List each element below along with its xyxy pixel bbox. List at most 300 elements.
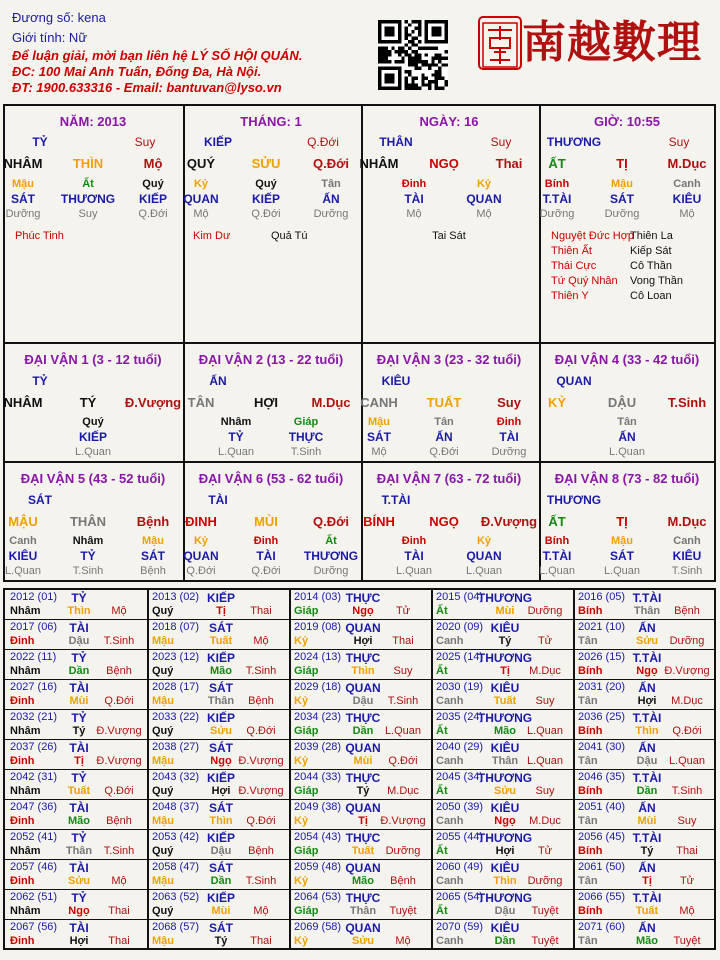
pillar-hidden-stage: Dưỡng [5, 208, 41, 220]
year-god: TÀI [69, 801, 89, 815]
year-stage: Mộ [253, 635, 269, 647]
pillar-stem-branch: Mộ [143, 156, 163, 171]
year-label: 2056 (45) [578, 831, 626, 843]
year-label: 2034 (23) [294, 711, 342, 723]
dai-van-title: ĐẠI VẬN 7 (63 - 72 tuổi) [376, 471, 522, 486]
year-cell [433, 620, 575, 650]
pillar-hidden-stem: Quý [255, 178, 277, 190]
year-branch: Sửu [67, 875, 91, 887]
year-label: 2022 (11) [10, 651, 57, 663]
year-stage: Bệnh [248, 695, 274, 707]
year-cell [433, 740, 575, 770]
year-god: SÁT [209, 621, 233, 635]
year-branch: Hợi [637, 695, 657, 707]
year-label: 2064 (53) [294, 891, 342, 903]
year-label: 2026 (15) [578, 651, 626, 663]
year-god: THỰC [345, 651, 381, 665]
year-branch: Hợi [353, 635, 373, 647]
pillar-hidden-stem: Ất [82, 178, 94, 190]
year-label: 2044 (33) [294, 771, 342, 783]
dai-van-stem-branch: CANH [360, 395, 398, 410]
year-label: 2052 (41) [10, 831, 58, 843]
year-stage: Bệnh [106, 815, 132, 827]
year-cell [433, 590, 575, 620]
header [0, 0, 720, 100]
year-cell [291, 740, 433, 770]
year-stem: Quý [152, 905, 174, 917]
year-god: THỰC [345, 891, 381, 905]
year-stem: Kỷ [294, 695, 309, 707]
year-god: THỰC [345, 711, 381, 725]
year-branch: Thân [65, 845, 93, 857]
year-god: SÁT [209, 741, 233, 755]
year-cell [575, 590, 717, 620]
pillar-stem-stage: Q.Đới [307, 135, 339, 149]
year-cell [433, 650, 575, 680]
year-stem: Bính [578, 785, 603, 797]
year-stage: Thai [108, 905, 130, 917]
dai-van-god: QUAN [556, 374, 592, 388]
year-stem: Quý [152, 605, 174, 617]
year-stage: Tử [537, 635, 553, 647]
year-stem: Ất [436, 845, 448, 857]
pillar-hidden-god: THƯƠNG [60, 192, 116, 206]
dai-van-hidden-stage: L.Quan [74, 446, 112, 458]
year-stem: Bính [578, 845, 603, 857]
year-cell [7, 770, 149, 800]
year-cell [149, 680, 291, 710]
year-label: 2042 (31) [10, 771, 58, 783]
year-label: 2066 (55) [578, 891, 626, 903]
dai-van-hidden-god: TÀI [256, 549, 276, 563]
pillar-star: Quả Tú [271, 230, 308, 242]
year-branch: Ngọ [494, 815, 516, 827]
pillar-stem-stage: Suy [134, 135, 156, 149]
year-god: TỶ [71, 591, 87, 605]
dai-van-title: ĐẠI VẬN 4 (33 - 42 tuổi) [554, 352, 700, 367]
dai-van-hidden-stem: Mậu [611, 535, 633, 547]
year-stage: T.Sinh [387, 695, 419, 707]
year-cell [149, 800, 291, 830]
year-stage: M.Dục [387, 785, 419, 797]
year-label: 2049 (38) [294, 801, 342, 813]
year-branch: Tuất [67, 785, 91, 797]
year-branch: Ngọ [68, 905, 90, 917]
year-label: 2071 (60) [578, 921, 626, 933]
year-god: T.TÀI [632, 651, 662, 665]
year-cell [149, 590, 291, 620]
year-stage: T.Sinh [245, 665, 277, 677]
year-stage: Q.Đới [388, 755, 418, 767]
dai-van-stem-branch: Q.Đới [313, 514, 349, 529]
year-stem: Canh [436, 935, 464, 947]
year-stem: Nhâm [10, 785, 41, 797]
year-stem: Đinh [10, 755, 35, 767]
year-god: TỶ [71, 711, 87, 725]
year-label: 2020 (09) [436, 621, 484, 633]
year-cell [149, 860, 291, 890]
year-god: THỰC [345, 771, 381, 785]
year-god: TÀI [69, 621, 89, 635]
year-stage: M.Dục [529, 665, 561, 677]
year-god: TÀI [69, 921, 89, 935]
year-cell [7, 800, 149, 830]
year-branch: Sửu [635, 635, 659, 647]
pillar-stem-branch: TỊ [616, 156, 628, 171]
year-branch: Mùi [637, 815, 657, 827]
pillar-stem-branch: NHÂM [359, 156, 399, 171]
year-stage: Q.Đới [104, 785, 134, 797]
year-cell [7, 710, 149, 740]
year-stem: Ất [436, 785, 448, 797]
year-cell [433, 860, 575, 890]
pillar-star: Thái Cực [551, 260, 597, 272]
pillar-stem-god: THƯƠNG [546, 135, 602, 149]
year-god: TÀI [69, 741, 89, 755]
pillar-star: Tứ Quý Nhân [551, 275, 618, 287]
year-cell [149, 740, 291, 770]
dai-van-hidden-stage: L.Quan [217, 446, 255, 458]
year-stem: Giáp [294, 905, 319, 917]
year-stem: Canh [436, 815, 464, 827]
pillar-hidden-stage: Mộ [679, 208, 695, 220]
year-god: THƯƠNG [477, 651, 533, 665]
year-god: TỶ [71, 831, 87, 845]
year-god: TỶ [71, 651, 87, 665]
year-branch: Tị [358, 815, 368, 827]
year-branch: Tý [214, 935, 228, 947]
year-god: KIÊU [490, 741, 520, 755]
year-god: QUAN [345, 801, 381, 815]
pillar-star: Cô Loan [630, 290, 672, 302]
year-god: SÁT [209, 681, 233, 695]
year-branch: Sửu [209, 725, 233, 737]
year-branch: Mùi [211, 905, 231, 917]
year-god: THỰC [345, 591, 381, 605]
dai-van-title: ĐẠI VẬN 8 (73 - 82 tuổi) [554, 471, 700, 486]
dai-van-hidden-god: ẤN [435, 430, 453, 444]
year-branch: Dậu [68, 635, 90, 647]
dai-van-hidden-stage: Mộ [371, 446, 387, 458]
year-branch: Hợi [69, 935, 89, 947]
year-god: THỰC [345, 831, 381, 845]
dai-van-hidden-god: QUAN [183, 549, 219, 563]
year-branch: Thìn [351, 665, 375, 677]
year-cell [575, 650, 717, 680]
year-cell [7, 830, 149, 860]
year-stage: Đ.Vượng [664, 665, 710, 677]
pillar-stem-branch: Thai [495, 156, 523, 171]
dai-van-hidden-stage: T.Sinh [671, 565, 703, 577]
year-stem: Giáp [294, 725, 319, 737]
year-cell [7, 920, 149, 950]
year-label: 2018 (07) [152, 621, 200, 633]
dai-van-hidden-stage: L.Quan [538, 565, 576, 577]
dai-van-stem-branch: MẬU [8, 514, 38, 529]
year-stem: Ất [436, 665, 448, 677]
pillar-stem-branch: NHÂM [3, 156, 43, 171]
year-stage: Đ.Vượng [238, 785, 284, 797]
year-branch: Tuất [635, 905, 659, 917]
year-cell [7, 590, 149, 620]
grid-divider [5, 342, 714, 344]
dai-van-hidden-stage: Q.Đới [429, 446, 459, 458]
year-cell [291, 860, 433, 890]
dai-van-stem-branch: TỊ [616, 514, 628, 529]
year-stem: Bính [578, 725, 603, 737]
year-label: 2043 (32) [152, 771, 200, 783]
year-god: THƯƠNG [477, 771, 533, 785]
year-branch: Tý [640, 845, 654, 857]
pillar-star: Vong Thần [630, 275, 684, 287]
year-label: 2047 (36) [10, 801, 58, 813]
year-cell [149, 920, 291, 950]
year-stage: Mộ [111, 875, 127, 887]
year-stem: Kỷ [294, 755, 309, 767]
pillar-title: NĂM: 2013 [59, 114, 127, 129]
dai-van-god: T.TÀI [381, 493, 411, 507]
year-stem: Quý [152, 725, 174, 737]
dai-van-stem-branch: MÙI [254, 514, 278, 529]
year-stem: Tân [578, 935, 598, 947]
year-branch: Hợi [495, 845, 515, 857]
year-stage: Thai [250, 605, 272, 617]
year-label: 2015 (04) [436, 591, 484, 603]
dai-van-god: TỶ [32, 374, 48, 388]
pillar-hidden-god: T.TÀI [542, 192, 572, 206]
dai-van-stem-branch: ĐINH [185, 514, 217, 529]
year-stage: Thai [676, 845, 698, 857]
year-stage: Suy [535, 785, 555, 797]
year-branch: Tị [500, 665, 510, 677]
dai-van-hidden-stem: Giáp [293, 416, 319, 428]
year-stage: Đ.Vượng [238, 755, 284, 767]
year-branch: Thìn [209, 815, 233, 827]
dai-van-title: ĐẠI VẬN 2 (13 - 22 tuổi) [198, 352, 344, 367]
year-stem: Nhâm [10, 665, 41, 677]
pillar-hidden-stage: Mộ [193, 208, 209, 220]
year-stem: Mậu [152, 755, 174, 767]
dai-van-hidden-stage: Dưỡng [491, 446, 527, 458]
year-stage: Đ.Vượng [380, 815, 426, 827]
year-god: KIẾP [206, 771, 236, 785]
owner-label: Đương số: kena [12, 10, 106, 25]
year-stage: Bệnh [106, 665, 132, 677]
year-label: 2014 (03) [294, 591, 342, 603]
dai-van-stem-branch: DẬU [607, 395, 637, 410]
year-stem: Quý [152, 665, 174, 677]
dai-van-hidden-stage: T.Sinh [290, 446, 322, 458]
year-branch: Thân [207, 695, 235, 707]
year-label: 2039 (28) [294, 741, 342, 753]
dai-van-hidden-stem: Bính [544, 535, 570, 547]
year-stem: Kỷ [294, 815, 309, 827]
year-stage: Thai [392, 635, 414, 647]
year-label: 2060 (49) [436, 861, 484, 873]
pillar-hidden-god: TÀI [404, 192, 424, 206]
year-god: T.TÀI [632, 591, 662, 605]
dai-van-stem-branch: Bệnh [136, 514, 170, 529]
year-cell [575, 740, 717, 770]
year-label: 2030 (19) [436, 681, 484, 693]
year-stem: Nhâm [10, 845, 41, 857]
dai-van-stem-branch: BÍNH [363, 514, 395, 529]
year-stem: Canh [436, 635, 464, 647]
year-label: 2070 (59) [436, 921, 484, 933]
year-label: 2058 (47) [152, 861, 200, 873]
pillar-hidden-stage: Q.Đới [251, 208, 281, 220]
year-label: 2062 (51) [10, 891, 58, 903]
year-label: 2065 (54) [436, 891, 484, 903]
year-god: SÁT [209, 861, 233, 875]
year-god: T.TÀI [632, 891, 662, 905]
dai-van-hidden-god: T.TÀI [542, 549, 572, 563]
dai-van-hidden-stem: Tân [617, 416, 637, 428]
year-cell [575, 830, 717, 860]
year-stage: T.Sinh [245, 875, 277, 887]
year-stage: Dưỡng [385, 845, 421, 857]
year-branch: Tý [72, 725, 86, 737]
year-stem: Giáp [294, 665, 319, 677]
year-cell [149, 650, 291, 680]
pillar-stem-stage: Suy [490, 135, 512, 149]
brand-logo: 南越數理 [522, 17, 702, 68]
phone-email-text[interactable]: ĐT: 1900.633316 - Email: bantuvan@lyso.vn [12, 80, 282, 95]
dai-van-hidden-stem: Quý [82, 416, 104, 428]
pillar-hidden-stage: Mộ [476, 208, 492, 220]
contact-line: Để luận giải, mời bạn liên hệ LÝ SỐ HỘI QUÁN. [12, 48, 303, 63]
year-stem: Đinh [10, 695, 35, 707]
year-cell [149, 890, 291, 920]
pillar-hidden-god: KIẾP [138, 192, 168, 206]
pillar-star: Tai Sát [432, 230, 466, 242]
year-branch: Dậu [494, 905, 516, 917]
year-stage: Mộ [253, 905, 269, 917]
year-stem: Mậu [152, 635, 174, 647]
year-stage: L.Quan [526, 755, 564, 767]
year-stage: T.Sinh [103, 845, 135, 857]
year-god: TÀI [69, 681, 89, 695]
dai-van-hidden-god: KIÊU [672, 549, 702, 563]
phone-email-line[interactable] [12, 80, 282, 96]
dai-van-hidden-stage: Q.Đới [186, 565, 216, 577]
year-label: 2050 (39) [436, 801, 484, 813]
year-stem: Quý [152, 845, 174, 857]
year-stem: Nhâm [10, 905, 41, 917]
dai-van-hidden-stem: Đinh [253, 535, 279, 547]
year-cell [433, 680, 575, 710]
dai-van-hidden-god: KIÊU [8, 549, 38, 563]
pillar-star: Nguyệt Đức Hợp [551, 230, 635, 242]
year-cell [575, 710, 717, 740]
year-god: KIẾP [206, 711, 236, 725]
year-cell [291, 890, 433, 920]
year-stage: Bệnh [674, 605, 700, 617]
year-cell [433, 920, 575, 950]
dai-van-hidden-stem: Đinh [496, 416, 522, 428]
pillar-hidden-stage: Dưỡng [313, 208, 349, 220]
dai-van-stem-branch: Đ.Vượng [124, 395, 182, 410]
year-branch: Mão [636, 935, 658, 947]
dai-van-stem-branch: NGỌ [429, 514, 459, 529]
year-stage: Bệnh [248, 845, 274, 857]
year-label: 2046 (35) [578, 771, 626, 783]
year-stage: Dưỡng [527, 605, 563, 617]
year-label: 2012 (01) [10, 591, 58, 603]
year-branch: Hợi [211, 785, 231, 797]
year-stem: Ất [436, 725, 448, 737]
year-god: T.TÀI [632, 771, 662, 785]
pillar-stem-branch: Q.Đới [313, 156, 349, 171]
year-cell [575, 680, 717, 710]
year-label: 2037 (26) [10, 741, 58, 753]
year-branch: Thìn [493, 875, 517, 887]
year-stem: Quý [152, 785, 174, 797]
dai-van-stem-branch: NHÂM [3, 395, 43, 410]
year-god: ẤN [638, 681, 656, 695]
pillar-star: Kim Dư [193, 230, 231, 242]
year-label: 2054 (43) [294, 831, 342, 843]
year-stem: Bính [578, 905, 603, 917]
year-god: THƯƠNG [477, 891, 533, 905]
year-stem: Kỷ [294, 875, 309, 887]
year-stage: Tử [537, 845, 553, 857]
pillar-hidden-stage: Suy [78, 208, 98, 220]
dai-van-hidden-stage: L.Quan [608, 446, 646, 458]
year-branch: Tị [216, 605, 226, 617]
dai-van-hidden-stage: Dưỡng [313, 565, 349, 577]
pillar-hidden-god: SÁT [610, 192, 634, 206]
year-cell [575, 770, 717, 800]
year-stem: Canh [436, 875, 464, 887]
year-label: 2019 (08) [294, 621, 342, 633]
year-branch: Thân [633, 605, 661, 617]
year-god: KIẾP [206, 831, 236, 845]
year-stem: Giáp [294, 605, 319, 617]
dai-van-stem-branch: KỶ [547, 395, 567, 410]
year-label: 2016 (05) [578, 591, 626, 603]
year-god: KIẾP [206, 651, 236, 665]
year-stage: Đ.Vượng [96, 755, 142, 767]
year-god: T.TÀI [632, 831, 662, 845]
dai-van-stem-branch: ẤT [548, 514, 566, 529]
year-label: 2068 (57) [152, 921, 200, 933]
grid-divider [5, 461, 714, 463]
year-god: KIÊU [490, 921, 520, 935]
year-god: KIẾP [206, 591, 236, 605]
dai-van-hidden-god: TÀI [499, 430, 519, 444]
dai-van-hidden-stage: L.Quan [395, 565, 433, 577]
year-stem: Ất [436, 905, 448, 917]
year-branch: Tý [498, 635, 512, 647]
year-stem: Nhâm [10, 725, 41, 737]
year-god: SÁT [209, 921, 233, 935]
dai-van-hidden-god: QUAN [466, 549, 502, 563]
pillar-title: THÁNG: 1 [240, 114, 302, 129]
year-stem: Tân [578, 635, 598, 647]
year-stem: Mậu [152, 695, 174, 707]
year-stage: Tuyệt [531, 905, 559, 917]
year-god: T.TÀI [632, 711, 662, 725]
year-branch: Ngọ [636, 665, 658, 677]
year-god: THƯƠNG [477, 591, 533, 605]
dai-van-god: SÁT [28, 493, 52, 507]
year-god: KIÊU [490, 861, 520, 875]
year-label: 2031 (20) [578, 681, 626, 693]
year-stage: M.Dục [529, 815, 561, 827]
dai-van-hidden-stem: Đinh [401, 535, 427, 547]
dai-van-hidden-god: THƯƠNG [303, 549, 359, 563]
